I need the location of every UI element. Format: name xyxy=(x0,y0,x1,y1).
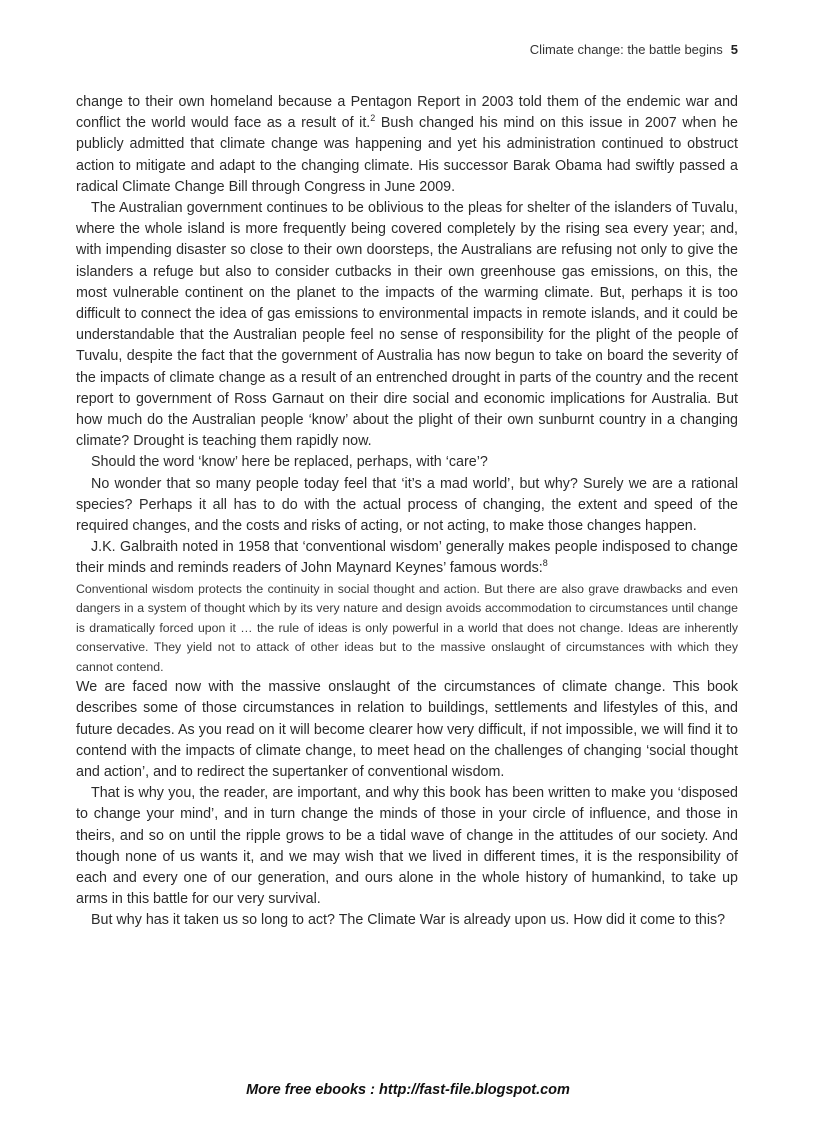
paragraph-8: But why has it taken us so long to act? The Climate War is already upon us. How did it come to this? xyxy=(91,912,726,929)
paragraph-4: No wonder that so many people today feel that ‘it’s a mad world’, but why? Surely we are a rational species? Perhaps it all has to do with the actual process of changing, the extent and speed of the required changes, and the costs and risks of acting, or not acting, to make those changes happen. xyxy=(76,475,738,535)
paragraph-1 xyxy=(76,92,738,198)
footer-link[interactable]: More free ebooks : http://fast-file.blogspot.com xyxy=(246,1082,570,1098)
running-header xyxy=(530,42,738,57)
paragraph-5-text: J.K. Galbraith noted in 1958 that ‘conventional wisdom’ generally makes people indisposed to change their minds and reminds readers of John Maynard Keynes’ famous words: xyxy=(76,539,738,577)
main-text xyxy=(76,92,738,932)
paragraph-1-text-b: Bush changed his mind on this issue in 2007 when he publicly admitted that climate change was happening and yet his administration continued to obstruct action to mitigate and adapt to the changing climate. His successor Barak Obama had swiftly passed a radical Climate Change Bill through Congress in June 2009. xyxy=(76,115,738,195)
paragraph-6: We are faced now with the massive onslaught of the circumstances of climate change. This book describes some of those circumstances in relation to buildings, settlements and lifestyles of this, and future decades. As you read on it will become clearer how very difficult, if not impossible, we will find it to contend with the impacts of climate change, to meet head on the challenges of changing ‘social thought and action’, and to redirect the supertanker of conventional wisdom. xyxy=(76,679,738,780)
paragraph-1-text-a: change to their own homeland because a Pentagon Report in 2003 told them of the endemic war and conflict the world would face as a result of it. xyxy=(76,94,738,132)
paragraph-3: Should the word ‘know’ here be replaced, perhaps, with ‘care’? xyxy=(91,454,488,471)
running-title: Climate change: the battle begins xyxy=(529,42,723,57)
block-quote: Conventional wisdom protects the continuity in social thought and action. But there are also grave drawbacks and even dangers in a system of thought which by its very nature and design avoids accommodation to circumstances until change is dramatically forced upon it … the rule of ideas is only powerful in a world that does not change. Ideas are inherently conservative. They yield not to attack of other ideas but to the massive onslaught of circumstances with which they cannot contend. xyxy=(76,581,738,674)
paragraph-7: That is why you, the reader, are important, and why this book has been written to make you ‘disposed to change your mind’, and in turn change the minds of those in your circle of influence, and those in theirs, and so on until the ripple grows to be a tidal wave of change in the attitudes of our society. And though none of us wants it, and we may wish that we lived in different times, it is the responsibility of each and every one of our generation, and ours alone in the whole history of humankind, to take up arms in this battle for our very survival. xyxy=(76,785,738,908)
footnote-ref-2: 2 xyxy=(370,113,376,124)
footnote-ref-8: 8 xyxy=(542,558,548,569)
paragraph-5 xyxy=(76,537,738,579)
paragraph-2: The Australian government continues to be oblivious to the pleas for shelter of the islanders of Tuvalu, where the whole island is more frequently being covered completely by the rising sea every year; and, with impending disaster so close to their own doorsteps, the Australians are refusing not only to give the islanders a refuge but also to consider cutbacks in their own greenhouse gas emissions, on this, the most vulnerable continent on the planet to the impacts of the warming climate. But, perhaps it is too difficult to connect the idea of gas emissions to environmental impacts in remote islands, and it could be understandable that the Australian people feel no sense of responsibility for the plight of the people of Tuvalu, despite the fact that the government of Australia has now begun to take on board the severity of the impacts of climate change as a result of an entrenched drought in parts of the country and the recent report to government of Ross Garnaut on their dire social and economic implications for Australia. But how much do the Australian people ‘know’ about the plight of their own sunburnt country in a changing climate? Drought is teaching them rapidly now. xyxy=(76,200,738,450)
page-number: 5 xyxy=(730,42,738,57)
